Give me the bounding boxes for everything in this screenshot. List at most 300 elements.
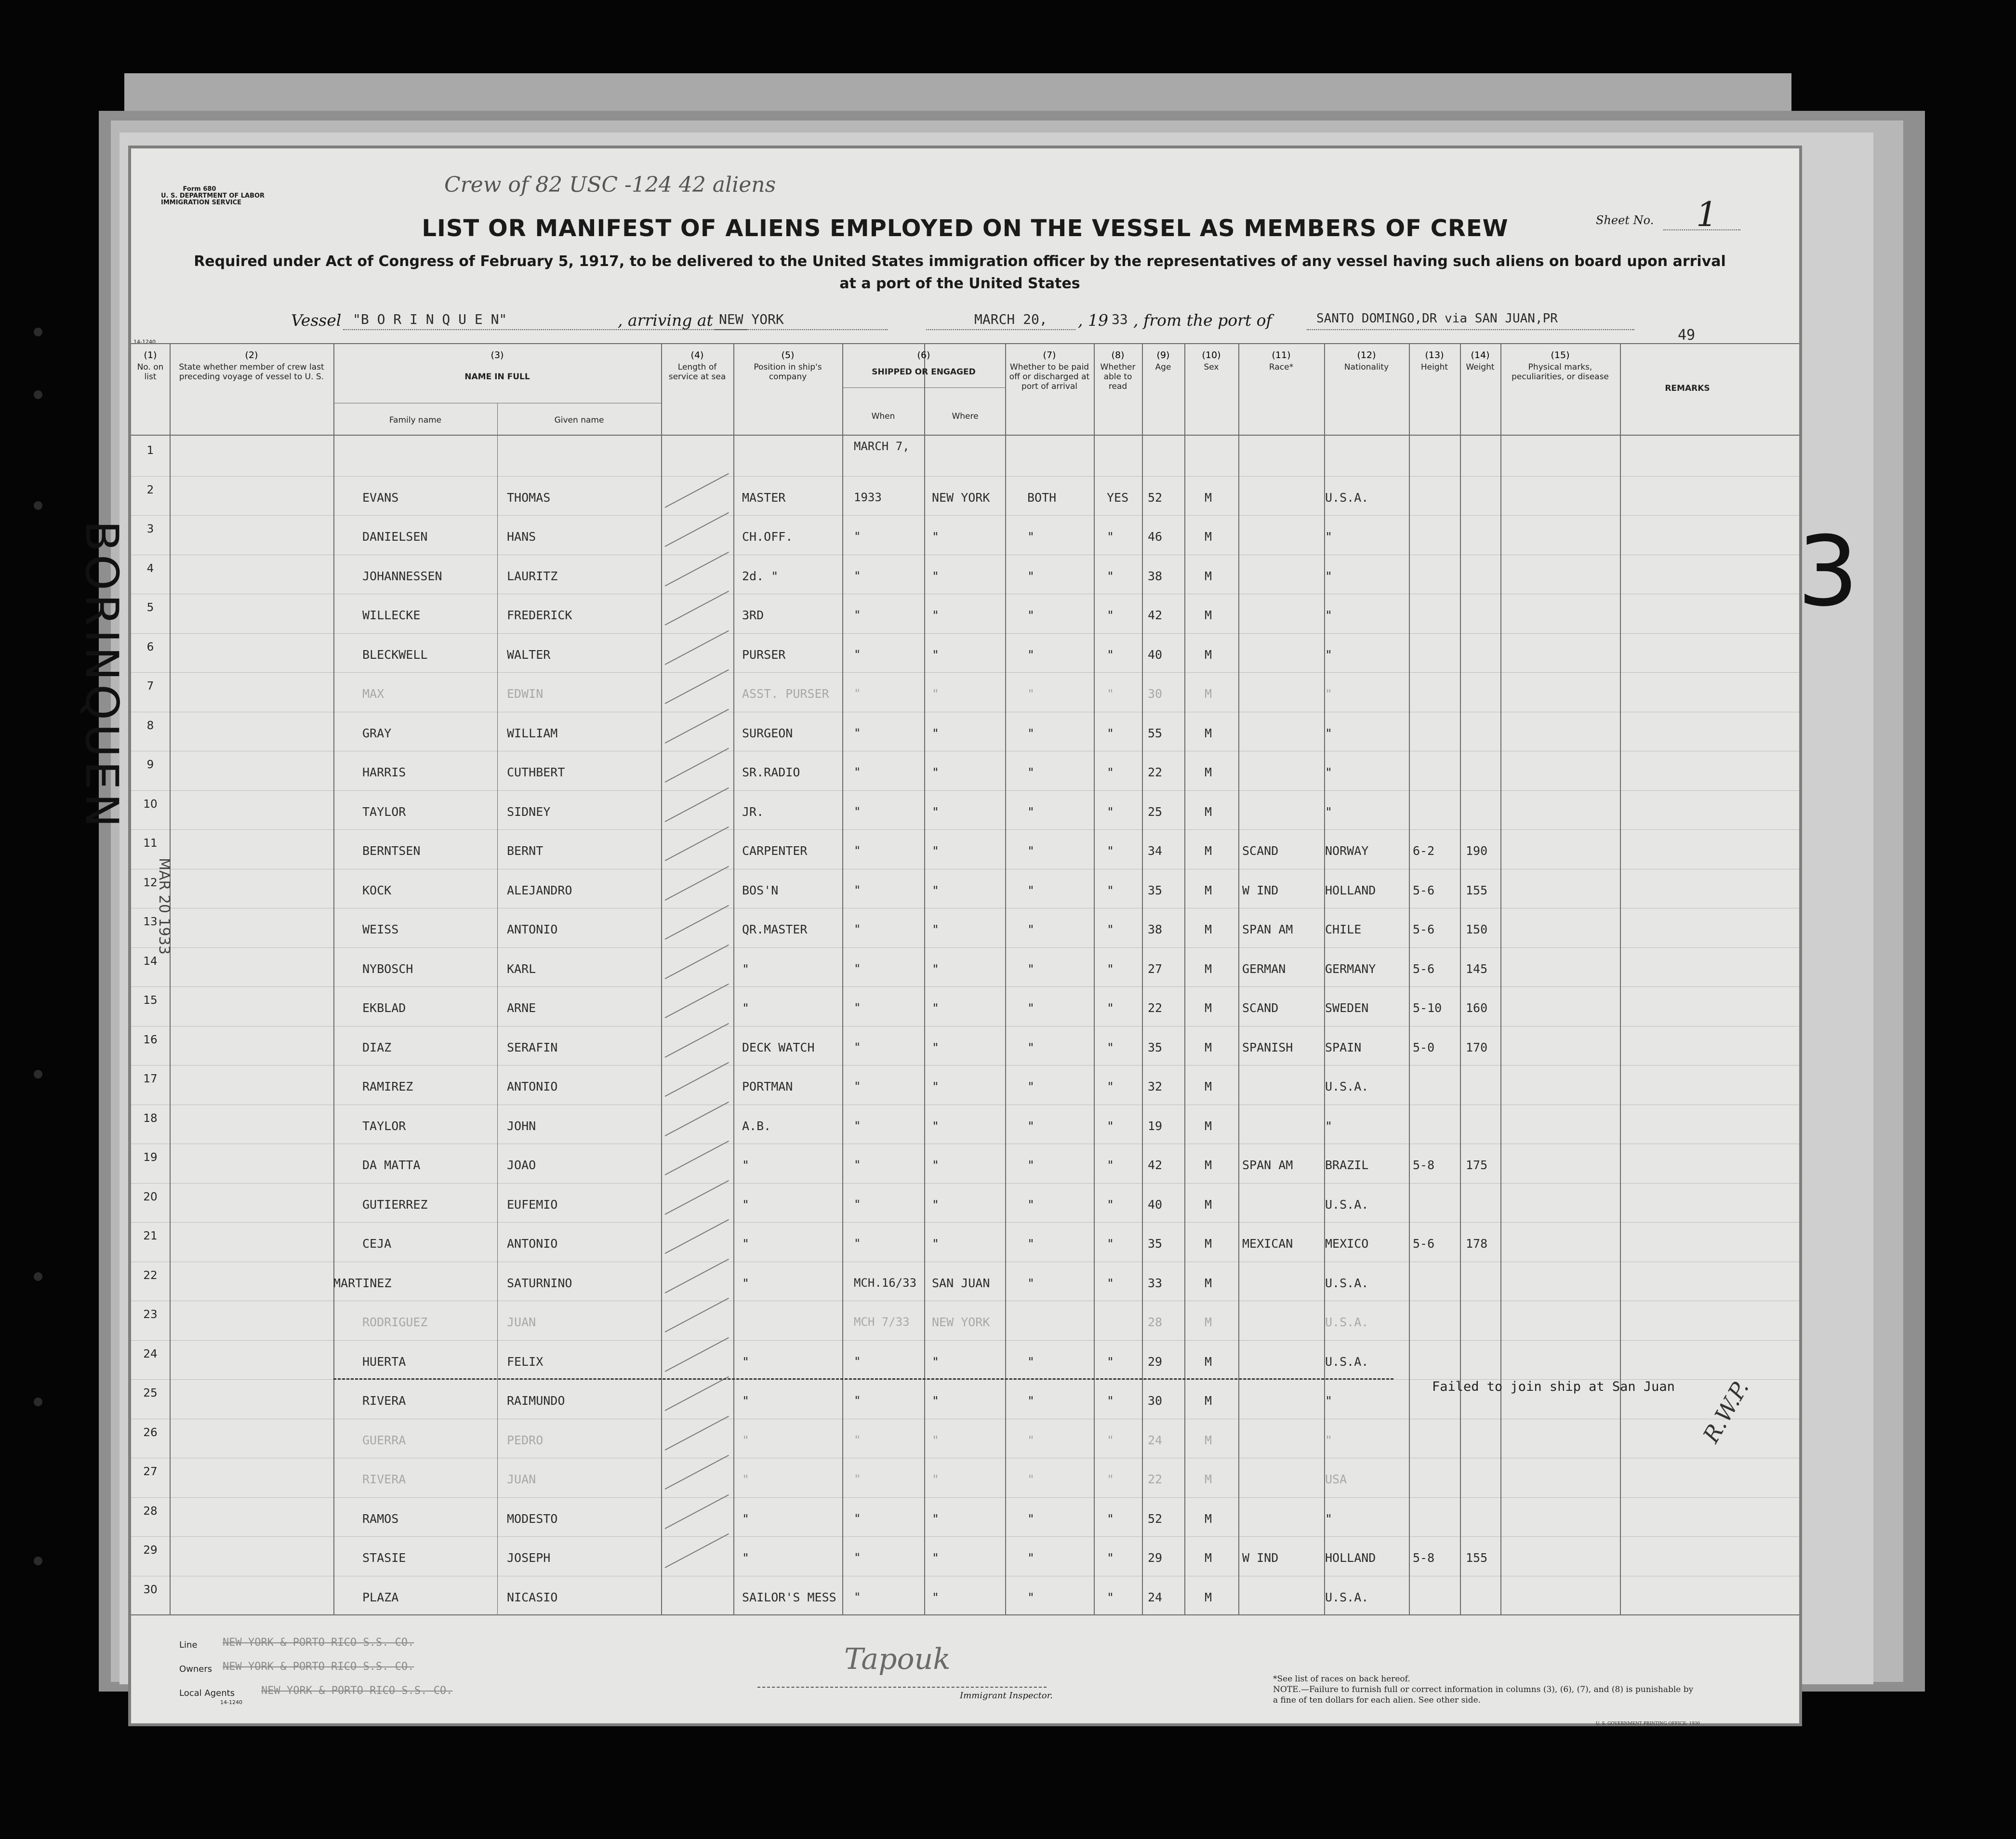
cell-read: " [1107, 1001, 1114, 1015]
cell-nat: U.S.A. [1325, 490, 1369, 505]
cell-paid: " [1027, 883, 1035, 897]
row-number: 27 [143, 1466, 158, 1478]
cell-height: 5-0 [1413, 1040, 1435, 1054]
sheet-label: Sheet No. [1596, 213, 1654, 227]
cell-weight: 170 [1466, 1040, 1488, 1054]
column-number: (4) [690, 350, 704, 360]
table-row [131, 867, 1799, 906]
cell-read: " [1107, 804, 1114, 819]
cell-age: 22 [1148, 1472, 1163, 1486]
cell-race: SCAND [1242, 1001, 1279, 1015]
cell-weight: 155 [1466, 883, 1488, 897]
table-row [131, 1220, 1799, 1260]
cell-when: " [854, 961, 861, 975]
cell-read: " [1107, 1551, 1114, 1565]
cell-when: " [854, 530, 861, 543]
printer-credit: U. S. GOVERNMENT PRINTING OFFICE: 1930 [1596, 1721, 1700, 1726]
cell-age: 38 [1148, 922, 1163, 936]
cell-nat: SPAIN [1325, 1040, 1362, 1054]
cell-when: " [854, 1394, 861, 1407]
cell-given: ALEJANDRO [507, 883, 572, 897]
row-number: 5 [146, 601, 154, 614]
column-header: Weight [1466, 362, 1495, 372]
cell-height: 5-6 [1413, 883, 1435, 897]
cell-family: HUERTA [362, 1354, 406, 1369]
cell-age: 35 [1148, 1040, 1163, 1054]
cell-given: RAIMUNDO [507, 1394, 565, 1408]
cell-given: JOAO [507, 1158, 536, 1172]
cell-when: " [854, 687, 861, 700]
table-bottom-rule [131, 1614, 1799, 1615]
cell-when: " [854, 1001, 861, 1014]
service-slash [665, 905, 729, 940]
cell-paid: " [1027, 1394, 1035, 1408]
cell-age: 34 [1148, 844, 1163, 858]
cell-paid: " [1027, 530, 1035, 544]
table-row [131, 513, 1799, 553]
cell-read: " [1107, 1590, 1114, 1604]
cell-age: 30 [1148, 1394, 1163, 1408]
from-port: SANTO DOMINGO,DR via SAN JUAN,PR [1316, 311, 1558, 326]
cell-nat: USA [1325, 1472, 1347, 1486]
cell-sex: M [1205, 726, 1212, 740]
cell-paid: " [1027, 608, 1035, 622]
row-number: 3 [146, 523, 154, 535]
cell-nat: HOLLAND [1325, 883, 1376, 897]
agents-code: 14-1240 [220, 1699, 242, 1706]
service-slash [665, 1258, 729, 1293]
cell-sex: M [1205, 1079, 1212, 1093]
cell-sex: M [1205, 1511, 1212, 1526]
cell-where: " [932, 961, 940, 976]
row-number: 20 [143, 1190, 158, 1203]
cell-nat: U.S.A. [1325, 1354, 1369, 1369]
cell-family: WILLECKE [362, 608, 421, 622]
page-title: LIST OR MANIFEST OF ALIENS EMPLOYED ON THE VESSEL AS MEMBERS OF CREW [422, 215, 1509, 242]
cell-sex: M [1205, 608, 1212, 622]
cell-where: " [932, 569, 940, 583]
cell-when: " [854, 1511, 861, 1525]
table-row [131, 1574, 1799, 1613]
cell-position: PORTMAN [742, 1079, 793, 1093]
cell-height: 5-8 [1413, 1551, 1435, 1565]
cell-nat: " [1325, 1119, 1333, 1133]
binding-hole [34, 1272, 42, 1281]
table-row [131, 631, 1799, 671]
cell-given: NICASIO [507, 1590, 558, 1604]
cell-nat: U.S.A. [1325, 1197, 1369, 1212]
row-number: 8 [146, 719, 154, 732]
table-row [131, 474, 1799, 514]
cell-nat: U.S.A. [1325, 1276, 1369, 1290]
cell-position: 3RD [742, 608, 764, 622]
row-number: 29 [143, 1544, 158, 1557]
cell-when: " [854, 765, 861, 779]
line-label: Line [179, 1640, 198, 1650]
cell-paid: " [1027, 687, 1035, 701]
cell-age: 29 [1148, 1551, 1163, 1565]
column-number: (1) [144, 350, 157, 360]
binding-hole [34, 501, 42, 510]
row-number: 15 [143, 994, 158, 1007]
row-number: 21 [143, 1230, 158, 1242]
cell-read: YES [1107, 490, 1129, 505]
column-header: Whether to be paid off or discharged at port of arrival [1009, 362, 1090, 391]
cell-sex: M [1205, 647, 1212, 662]
cell-read: " [1107, 1433, 1114, 1447]
cell-nat: NORWAY [1325, 844, 1369, 858]
column-header: Race* [1269, 362, 1294, 372]
owners-label: Owners [179, 1664, 212, 1674]
cell-position: CARPENTER [742, 844, 808, 858]
cell-position: " [742, 1354, 750, 1369]
cell-age: 42 [1148, 1158, 1163, 1172]
cell-family: NYBOSCH [362, 961, 413, 976]
failed-dashed-line [333, 1378, 1393, 1380]
cell-where: " [932, 1590, 940, 1604]
column-number: (9) [1156, 350, 1170, 360]
cell-age: 30 [1148, 687, 1163, 701]
cell-sex: M [1205, 1433, 1212, 1447]
cell-sex: M [1205, 883, 1212, 897]
cell-family: CEJA [362, 1237, 392, 1251]
cell-where: " [932, 1433, 940, 1447]
column-number: (13) [1425, 350, 1444, 360]
cell-given: THOMAS [507, 490, 551, 505]
service-slash [665, 708, 729, 743]
cell-where: NEW YORK [932, 1315, 990, 1329]
cell-read: " [1107, 530, 1114, 544]
row-number: 12 [143, 876, 158, 889]
cell-where: " [932, 804, 940, 819]
cell-paid: " [1027, 1119, 1035, 1133]
cell-position: " [742, 1276, 750, 1290]
cell-family: RIVERA [362, 1472, 406, 1486]
cell-nat: " [1325, 608, 1333, 622]
year-suffix: 33 [1112, 311, 1128, 327]
cell-position: " [742, 1511, 750, 1526]
cell-given: SATURNINO [507, 1276, 572, 1290]
cell-where: " [932, 1197, 940, 1212]
cell-when: " [854, 608, 861, 622]
column-number: (3) [491, 350, 504, 360]
agents-value: NEW YORK & PORTO RICO S.S. CO. [261, 1685, 453, 1697]
cell-nat: GERMANY [1325, 961, 1376, 976]
cell-where: " [932, 726, 940, 740]
cell-family: TAYLOR [362, 804, 406, 819]
cell-height: 5-10 [1413, 1001, 1442, 1015]
cell-paid: " [1027, 1079, 1035, 1093]
cell-nat: " [1325, 726, 1333, 740]
cell-sex: M [1205, 804, 1212, 819]
cell-sex: M [1205, 961, 1212, 976]
cell-when: " [854, 1040, 861, 1054]
cell-position: PURSER [742, 647, 786, 662]
table-row [131, 1260, 1799, 1299]
column-number: (6) [917, 350, 930, 360]
cell-age: 52 [1148, 490, 1163, 505]
cell-given: JUAN [507, 1315, 536, 1329]
cell-position: " [742, 1394, 750, 1408]
column-header: Length of service at sea [668, 362, 726, 382]
cell-where: " [932, 1158, 940, 1172]
cell-age: 32 [1148, 1079, 1163, 1093]
cell-height: 5-8 [1413, 1158, 1435, 1172]
cell-sex: M [1205, 1315, 1212, 1329]
cell-family: KOCK [362, 883, 392, 897]
cell-read: " [1107, 1119, 1114, 1133]
row-number: 26 [143, 1426, 158, 1439]
cell-nat: " [1325, 569, 1333, 583]
department: U. S. DEPARTMENT OF LABOR [161, 192, 265, 200]
cell-weight: 155 [1466, 1551, 1488, 1565]
cell-when: " [854, 1119, 861, 1133]
cell-paid: " [1027, 1001, 1035, 1015]
cell-sex: M [1205, 530, 1212, 544]
cell-sex: M [1205, 844, 1212, 858]
cell-age: 46 [1148, 530, 1163, 544]
cell-position: DECK WATCH [742, 1040, 815, 1054]
cell-given: FELIX [507, 1354, 544, 1369]
cell-sex: M [1205, 1590, 1212, 1604]
cell-when: " [854, 726, 861, 740]
cell-when: " [854, 569, 861, 583]
cell-paid: " [1027, 569, 1035, 583]
cell-when: MCH 7/33 [854, 1315, 910, 1329]
cell-given: WALTER [507, 647, 551, 662]
cell-where: " [932, 844, 940, 858]
table-top-rule [131, 343, 1799, 344]
column-header: Whether able to read [1100, 362, 1136, 391]
cell-read: " [1107, 1237, 1114, 1251]
cell-position: JR. [742, 804, 764, 819]
cell-sex: M [1205, 490, 1212, 505]
table-row [131, 1338, 1799, 1378]
cell-where: " [932, 1040, 940, 1054]
cell-nat: " [1325, 687, 1333, 701]
cell-weight: 178 [1466, 1237, 1488, 1251]
sheet-number: 1 [1696, 195, 1718, 234]
cell-position: " [742, 961, 750, 976]
row-number: 6 [146, 640, 154, 653]
cell-position: CH.OFF. [742, 530, 793, 544]
service-slash [665, 787, 729, 822]
cell-sex: M [1205, 569, 1212, 583]
cell-given: ANTONIO [507, 922, 558, 936]
cell-where: " [932, 1119, 940, 1133]
cell-paid: " [1027, 1472, 1035, 1486]
service-slash [665, 512, 729, 547]
date-stamp: MAR 20 1933 [156, 858, 172, 955]
service-slash [665, 826, 729, 861]
cell-where: " [932, 1551, 940, 1565]
cell-family: GUTIERREZ [362, 1197, 428, 1212]
row-number: 19 [143, 1151, 158, 1164]
cell-nat: " [1325, 804, 1333, 819]
cell-when: " [854, 883, 861, 897]
cell-read: " [1107, 961, 1114, 976]
page-subtitle: Required under Act of Congress of February 5, 1917, to be delivered to the United States immigration officer by the representatives of any vessel having such aliens on board upon arrival at a port of the United States [194, 253, 1726, 292]
cell-given: BERNT [507, 844, 544, 858]
service-slash [665, 473, 729, 507]
cell-family: DA MATTA [362, 1158, 421, 1172]
cell-height: 5-6 [1413, 961, 1435, 976]
cell-race: SCAND [1242, 844, 1279, 858]
cell-paid: " [1027, 1276, 1035, 1290]
cell-position: QR.MASTER [742, 922, 808, 936]
binding-hole [34, 1070, 42, 1079]
service-slash [665, 1376, 729, 1411]
owners-value: NEW YORK & PORTO RICO S.S. CO. [223, 1661, 414, 1673]
cell-family: RAMIREZ [362, 1079, 413, 1093]
binding-hole [34, 328, 42, 336]
row-number: 7 [146, 680, 154, 693]
table-row [131, 827, 1799, 867]
cell-when: " [854, 922, 861, 936]
service-slash [665, 748, 729, 783]
cell-sex: M [1205, 922, 1212, 936]
table-row [131, 788, 1799, 828]
cell-where: " [932, 765, 940, 779]
cell-when: " [854, 1079, 861, 1093]
table-row [131, 1299, 1799, 1338]
failed-to-join-note: Failed to join ship at San Juan [1432, 1379, 1675, 1394]
cell-paid: " [1027, 1511, 1035, 1526]
table-row [131, 946, 1799, 985]
cell-given: FREDERICK [507, 608, 572, 622]
cell-family: EKBLAD [362, 1001, 406, 1015]
subheader-family: Family name [389, 415, 442, 425]
column-number: (10) [1202, 350, 1221, 360]
service-slash [665, 591, 729, 626]
inspector-signature: Tapouk [844, 1642, 951, 1676]
cell-read: " [1107, 1472, 1114, 1486]
cell-sex: M [1205, 1040, 1212, 1054]
cell-position: SR.RADIO [742, 765, 800, 779]
column-number: (2) [245, 350, 258, 360]
cell-given: EUFEMIO [507, 1197, 558, 1212]
cell-where: " [932, 883, 940, 897]
table-row [131, 1534, 1799, 1574]
cell-family: GUERRA [362, 1433, 406, 1447]
inspector-initials: R.W.P. [1698, 1376, 1754, 1447]
column-header: Height [1420, 362, 1448, 372]
handwritten-number: 3 [1797, 516, 1859, 628]
cell-paid: " [1027, 765, 1035, 779]
agents-label: Local Agents [179, 1688, 235, 1698]
crew-table [131, 343, 1799, 1615]
cell-when: " [854, 1197, 861, 1211]
service-slash [665, 1533, 729, 1568]
cell-family: STASIE [362, 1551, 406, 1565]
subheader-where: Where [952, 412, 979, 421]
cell-given: CUTHBERT [507, 765, 565, 779]
binding-hole [34, 1557, 42, 1565]
cell-where: " [932, 922, 940, 936]
column-header: Position in ship's company [754, 362, 822, 382]
cell-family: PLAZA [362, 1590, 399, 1604]
cell-sex: M [1205, 1237, 1212, 1251]
cell-age: 29 [1148, 1354, 1163, 1369]
cell-family: EVANS [362, 490, 399, 505]
column-header: Nationality [1344, 362, 1389, 372]
cell-given: JOSEPH [507, 1551, 551, 1565]
column-number: (7) [1043, 350, 1056, 360]
cell-paid: " [1027, 1040, 1035, 1054]
cell-sex: M [1205, 1119, 1212, 1133]
row-number: 9 [146, 759, 154, 771]
cell-position: MASTER [742, 490, 786, 505]
column-header: REMARKS [1665, 384, 1710, 393]
cell-paid: " [1027, 961, 1035, 976]
cell-given: JUAN [507, 1472, 536, 1486]
cell-when: " [854, 1237, 861, 1250]
cell-when: " [854, 1433, 861, 1447]
cell-when: " [854, 1472, 861, 1486]
cell-nat: " [1325, 1511, 1333, 1526]
cell-paid: " [1027, 1197, 1035, 1212]
cell-age: 22 [1148, 765, 1163, 779]
service-slash [665, 984, 729, 1018]
cell-read: " [1107, 1197, 1114, 1212]
cell-weight: 150 [1466, 922, 1488, 936]
cell-nat: U.S.A. [1325, 1315, 1369, 1329]
cell-nat: HOLLAND [1325, 1551, 1376, 1565]
row-number: 23 [143, 1308, 158, 1321]
column-header: NAME IN FULL [464, 372, 530, 382]
cell-paid: " [1027, 1237, 1035, 1251]
cell-height: 5-6 [1413, 1237, 1435, 1251]
service-slash [665, 1415, 729, 1450]
cell-family: MARTINEZ [333, 1276, 392, 1290]
cell-where: " [932, 1394, 940, 1408]
service: IMMIGRATION SERVICE [161, 199, 242, 206]
cell-paid: " [1027, 922, 1035, 936]
table-row [131, 749, 1799, 788]
cell-paid: " [1027, 647, 1035, 662]
column-number: (8) [1111, 350, 1125, 360]
cell-given: ANTONIO [507, 1237, 558, 1251]
cell-sex: M [1205, 687, 1212, 701]
form-info [161, 186, 265, 206]
print-code: 14-1240 [133, 339, 156, 345]
table-row [131, 985, 1799, 1024]
binding-hole [34, 390, 42, 399]
cell-given: PEDRO [507, 1433, 544, 1447]
cell-age: 24 [1148, 1590, 1163, 1604]
service-slash [665, 1337, 729, 1372]
year-prefix: , 19 [1078, 311, 1108, 330]
cell-read: " [1107, 1079, 1114, 1093]
service-slash [665, 944, 729, 979]
service-slash [665, 630, 729, 665]
row-number: 16 [143, 1033, 158, 1046]
cell-height: 5-6 [1413, 922, 1435, 936]
cell-position: " [742, 1001, 750, 1015]
cell-where: " [932, 530, 940, 544]
cell-family: RODRIGUEZ [362, 1315, 428, 1329]
cell-age: 19 [1148, 1119, 1163, 1133]
cell-nat: U.S.A. [1325, 1079, 1369, 1093]
table-row [131, 1417, 1799, 1456]
cell-given: MODESTO [507, 1511, 558, 1526]
cell-age: 24 [1148, 1433, 1163, 1447]
cell-where: NEW YORK [932, 490, 990, 505]
arriving-label: , arriving at [618, 311, 713, 330]
cell-where: " [932, 1511, 940, 1526]
cell-where: " [932, 608, 940, 622]
cell-read: " [1107, 883, 1114, 897]
